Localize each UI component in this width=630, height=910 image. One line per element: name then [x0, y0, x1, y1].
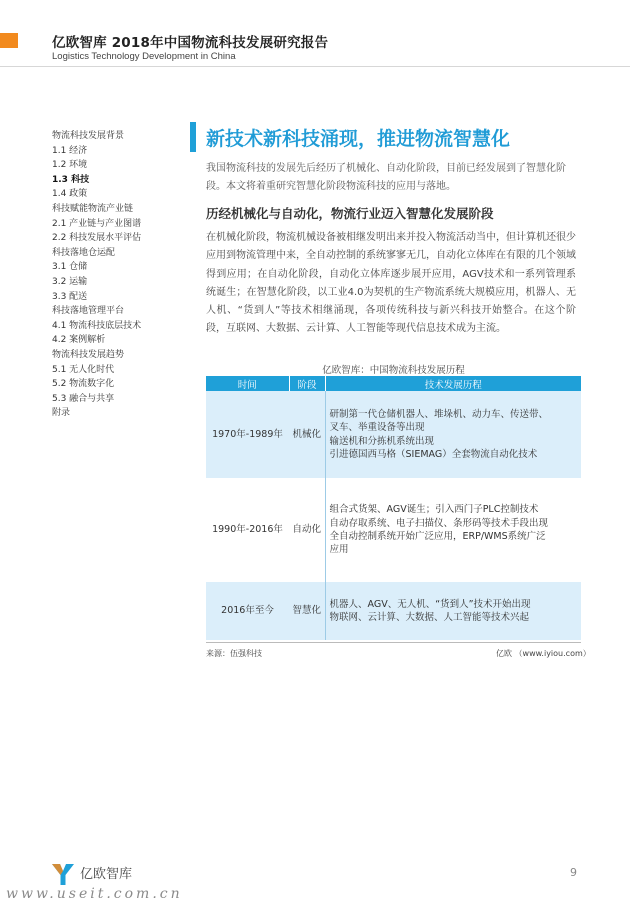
toc-item-active[interactable]: 1.3 科技 [52, 174, 90, 185]
body-paragraph: 在机械化阶段，物流机械设备被相继发明出来并投入物流活动当中，但计算机还很少应用到物流管理中来，全自动控制的系统寥寥无几，自动化立体库在有限的几个领域得到应用；在自动化阶段，自动化立体库逐步展开应用，AGV技术和一系列管理系统诞生；在智慧化阶段，以工业4.0为契机的生产物流系统大规模应用，机器人、无人机、“货到人”等技术相继涌现，各项传统科技与新兴科技开始整合。在这个阶段，互联网、大数据、云计算、人工智能等现代信息技术成为主流。 [206, 232, 576, 335]
footer-brand: 亿欧智库 [80, 867, 133, 882]
source-note: 来源：伍强科技 [206, 649, 262, 658]
toc-item[interactable]: 4.1 物流科技底层技术 [52, 320, 142, 331]
report-subtitle: Logistics Technology Development in China [52, 51, 236, 62]
table-bottom-rule [206, 642, 581, 643]
source-credit[interactable]: 亿欧 （www.iyiou.com） [496, 649, 591, 658]
tech-line: 全自动控制系统开始广泛应用，ERP/WMS系统广泛 [329, 531, 546, 542]
column-header-tech: 技术发展历程 [325, 376, 581, 391]
toc-item[interactable]: 科技赋能物流产业链 [52, 203, 134, 214]
tech-cell [325, 582, 581, 640]
subsection-title: 历经机械化与自动化，物流行业迈入智慧化发展阶段 [206, 206, 494, 221]
tech-line: 机器人、AGV、无人机、“货到人”技术开始出现 [329, 598, 531, 610]
tech-cell [325, 478, 581, 582]
tech-line: 应用 [329, 544, 349, 556]
header-divider [0, 66, 630, 67]
toc-item[interactable]: 1.2 环境 [52, 160, 88, 171]
toc-item[interactable]: 科技落地仓运配 [52, 247, 116, 258]
section-accent-bar [190, 122, 196, 152]
tech-line: 输送机和分拣机系统出现 [329, 435, 435, 447]
header-accent-bar [0, 33, 18, 48]
toc-item[interactable]: 物流科技发展趋势 [52, 349, 125, 360]
tech-line: 研制第一代仓储机器人、堆垛机、动力车、传送带、 [329, 408, 549, 420]
toc-item[interactable]: 5.1 无人化时代 [52, 364, 115, 375]
column-header-time: 时间 [206, 376, 289, 391]
time-cell: 2016年至今 [206, 582, 289, 640]
toc-item[interactable]: 3.2 运输 [52, 276, 88, 287]
table-row [206, 391, 581, 478]
tech-line: 自动存取系统、电子扫描仪、条形码等技术手段出现 [329, 517, 549, 529]
time-cell: 1970年-1989年 [206, 391, 289, 478]
tech-line: 叉车、举重设备等出现 [329, 422, 425, 434]
toc-item[interactable]: 附录 [52, 408, 71, 419]
stage-cell: 自动化 [289, 478, 325, 582]
tech-line: 引进德国西马格（SIEMAG）全套物流自动化技术 [329, 448, 538, 460]
toc-item[interactable]: 2.1 产业链与产业图谱 [52, 218, 142, 229]
tech-line: 组合式货架、AGV诞生；引入西门子PLC控制技术 [329, 504, 539, 516]
toc-item[interactable]: 1.1 经济 [52, 145, 88, 156]
page-number: 9 [570, 866, 577, 879]
watermark: www.useit.com.cn [6, 886, 183, 902]
time-cell: 1990年-2016年 [206, 478, 289, 582]
toc-item[interactable]: 5.2 物流数字化 [52, 379, 115, 390]
table-header-row [206, 376, 581, 391]
history-table [206, 376, 581, 640]
stage-cell: 智慧化 [289, 582, 325, 640]
table-row [206, 582, 581, 640]
stage-cell: 机械化 [289, 391, 325, 478]
toc-item[interactable]: 5.3 融合与共享 [52, 393, 115, 404]
toc-item[interactable]: 物流科技发展背景 [52, 131, 125, 141]
table-caption: 亿欧智库：中国物流科技发展历程 [322, 365, 465, 376]
column-header-stage: 阶段 [289, 376, 325, 391]
section-title: 新技术新科技涌现，推进物流智慧化 [206, 128, 511, 150]
yiou-logo-icon [50, 861, 76, 887]
table-row [206, 478, 581, 582]
toc-item[interactable]: 3.3 配送 [52, 291, 88, 302]
report-title: 亿欧智库 2018年中国物流科技发展研究报告 [52, 35, 329, 51]
toc-item[interactable]: 3.1 仓储 [52, 262, 88, 273]
toc-item[interactable]: 1.4 政策 [52, 189, 88, 200]
toc-item[interactable]: 2.2 科技发展水平评估 [52, 233, 142, 244]
intro-paragraph: 我国物流科技的发展先后经历了机械化、自动化阶段，目前已经发展到了智慧化阶段。本文将着重研究智慧化阶段物流科技的应用与落地。 [206, 163, 566, 192]
toc-item[interactable]: 4.2 案例解析 [52, 335, 106, 346]
tech-line: 物联网、云计算、大数据、人工智能等技术兴起 [329, 612, 530, 623]
tech-cell [325, 391, 581, 478]
toc-item[interactable]: 科技落地管理平台 [52, 306, 125, 317]
table-of-contents [52, 129, 192, 421]
